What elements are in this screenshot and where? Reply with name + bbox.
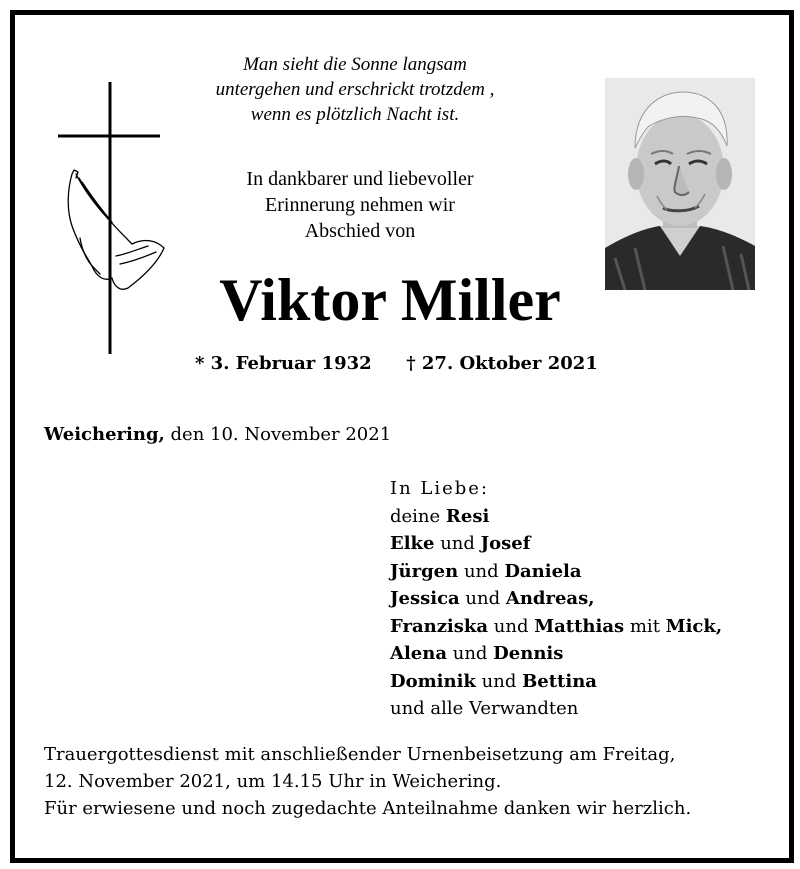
poem-line: wenn es plötzlich Nacht ist. xyxy=(250,104,460,125)
notice-date: den 10. November 2021 xyxy=(170,424,392,445)
mourner-line: Dominik und Bettina xyxy=(390,670,597,692)
service-line: Trauergottesdienst mit anschließender Urnenbeisetzung am Freitag, xyxy=(44,744,676,765)
place-date xyxy=(44,423,391,447)
mourners-closing: und alle Verwandten xyxy=(390,698,579,719)
cross-praying-hands-icon xyxy=(52,78,172,358)
poem xyxy=(185,52,525,127)
life-dates xyxy=(195,352,605,376)
intro-line: In dankbarer und liebevoller xyxy=(246,168,474,190)
poem-line: untergehen und erschrickt trotzdem , xyxy=(215,79,495,100)
death-date: † 27. Oktober 2021 xyxy=(406,353,598,374)
service-line: 12. November 2021, um 14.15 Uhr in Weichering. xyxy=(44,771,502,792)
intro-text xyxy=(210,166,510,244)
intro-line: Erinnerung nehmen wir xyxy=(265,194,455,216)
mourners-heading: In Liebe: xyxy=(390,478,490,499)
portrait-photo xyxy=(605,78,755,290)
poem-line: Man sieht die Sonne langsam xyxy=(243,54,467,75)
service-info xyxy=(44,741,691,822)
place-name: Weichering, xyxy=(44,424,165,445)
mourner-line: Alena und Dennis xyxy=(390,643,564,664)
mourner-line: Elke und Josef xyxy=(390,533,531,554)
mourners-list xyxy=(390,475,722,723)
mourner-line: Franziska und Matthias mit Mick, xyxy=(390,615,723,637)
mourner-line: Jürgen und Daniela xyxy=(390,560,582,582)
mourner-line: Jessica und Andreas, xyxy=(390,588,595,609)
portrait-image xyxy=(605,78,755,290)
mourner-line: deine Resi xyxy=(390,505,490,527)
intro-line: Abschied von xyxy=(304,220,416,242)
thanks-line: Für erwiesene und noch zugedachte Anteilnahme danken wir herzlich. xyxy=(44,798,692,819)
deceased-name: Viktor Miller xyxy=(219,267,561,333)
birth-date: * 3. Februar 1932 xyxy=(195,353,372,374)
